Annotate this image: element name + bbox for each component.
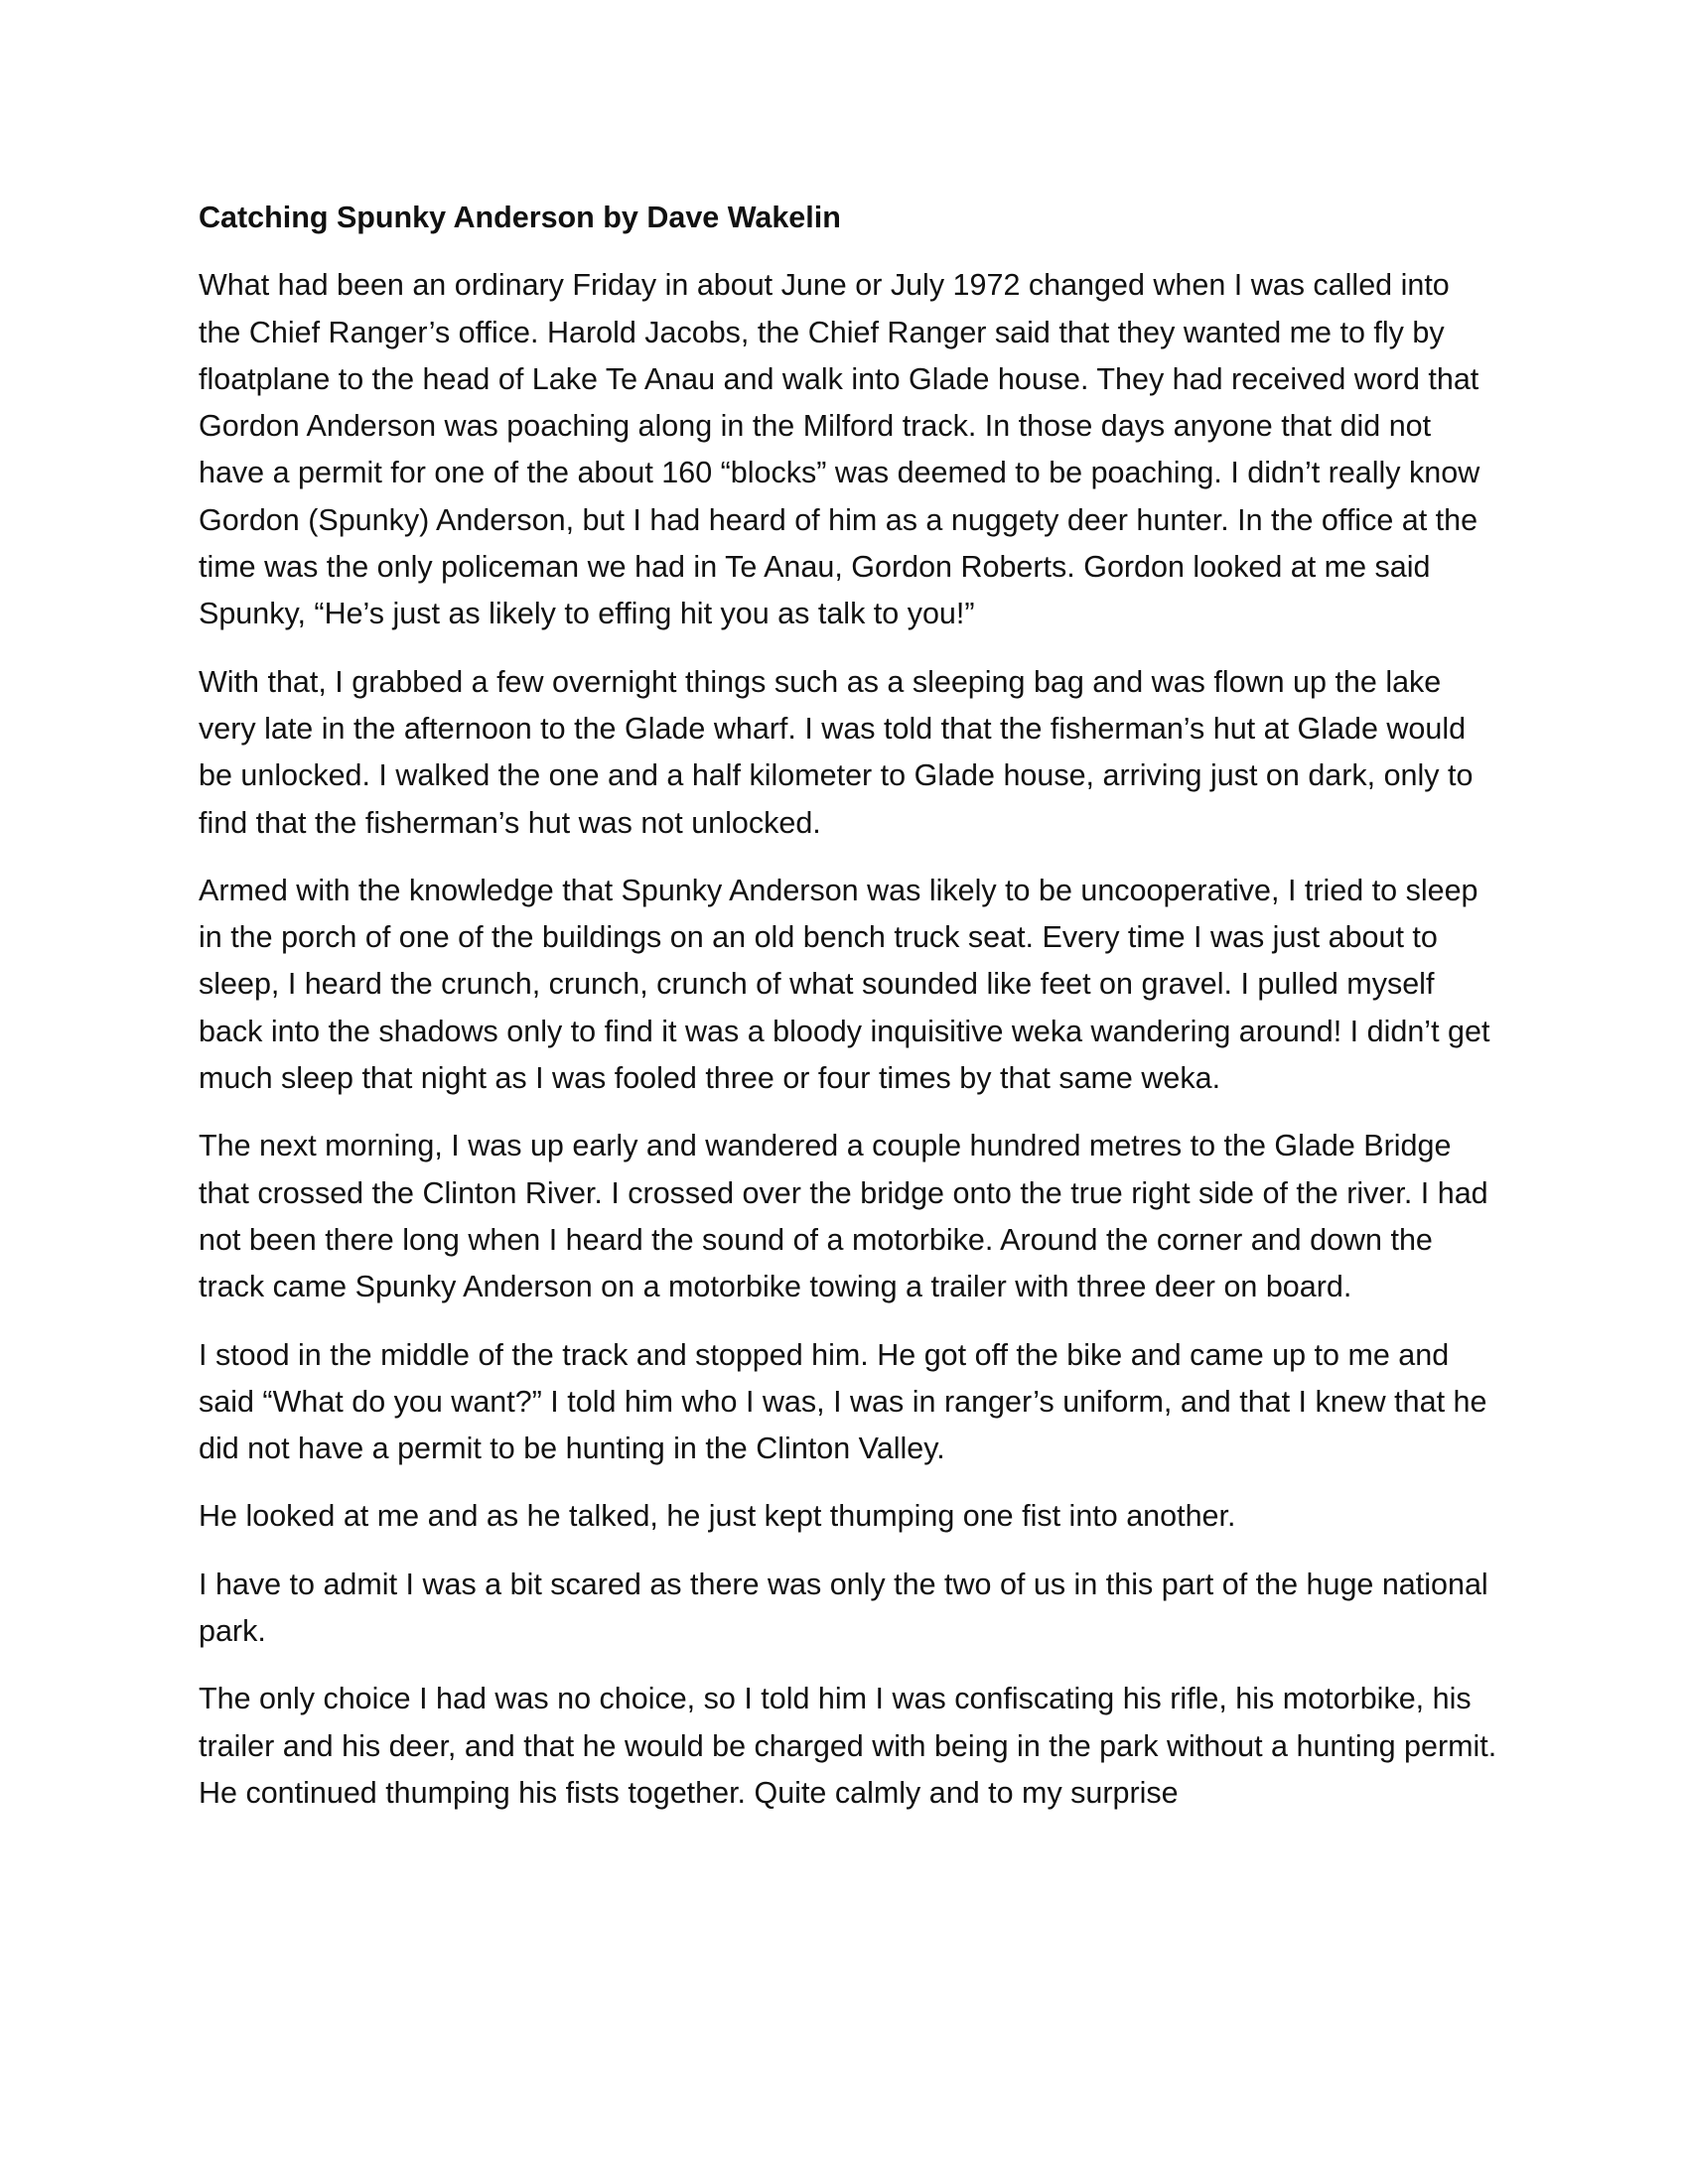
document-body [199, 195, 1499, 1838]
paragraph-8: The only choice I had was no choice, so I told him I was confiscating his rifle, his motorbike, his trailer and his deer, and that he would be charged with being in the park without a hunting permit. He continued thumping his fists together. Quite calmly and to my surprise [199, 1682, 1497, 1810]
paragraph-3: Armed with the knowledge that Spunky Anderson was likely to be uncooperative, I tried to sleep in the porch of one of the buildings on an old bench truck seat. Every time I was just about to sleep, I heard the crunch, crunch, crunch of what sounded like feet on gravel. I pulled myself back into the shadows only to find it was a bloody inquisitive weka wandering around! I didn’t get much sleep that night as I was fooled three or four times by that same weka. [199, 873, 1490, 1096]
document-title: Catching Spunky Anderson by Dave Wakelin [199, 201, 841, 234]
paragraph-2: With that, I grabbed a few overnight things such as a sleeping bag and was flown up the lake very late in the afternoon to the Glade wharf. I was told that the fisherman’s hut at Glade would be unlocked. I walked the one and a half kilometer to Glade house, arriving just on dark, only to find that the fisherman’s hut was not unlocked. [199, 664, 1474, 840]
paragraph-7: I have to admit I was a bit scared as there was only the two of us in this part of the huge national park. [199, 1567, 1488, 1649]
paragraph-5: I stood in the middle of the track and stopped him. He got off the bike and came up to me and said “What do you want?” I told him who I was, I was in ranger’s uniform, and that I knew that he did not have a permit to be hunting in the Clinton Valley. [199, 1337, 1487, 1466]
paragraph-6: He looked at me and as he talked, he just kept thumping one fist into another. [199, 1499, 1236, 1534]
paragraph-4: The next morning, I was up early and wandered a couple hundred metres to the Glade Bridge that crossed the Clinton River. I crossed over the bridge onto the true right side of the river. I had not been there long when I heard the sound of a motorbike. Around the corner and down the track came Spunky Anderson on a motorbike towing a trailer with three deer on board. [199, 1129, 1488, 1304]
paragraph-1: What had been an ordinary Friday in about June or July 1972 changed when I was called into the Chief Ranger’s office. Harold Jacobs, the Chief Ranger said that they wanted me to fly by floatplane to the head of Lake Te Anau and walk into Glade house. They had received word that Gordon Anderson was poaching along in the Milford track. In those days anyone that did not have a permit for one of the about 160 “blocks” was deemed to be poaching. I didn’t really know Gordon (Spunky) Anderson, but I had heard of him as a nuggety deer hunter. In the office at the time was the only policeman we had in Te Anau, Gordon Roberts. Gordon looked at me said Spunky, “He’s just as likely to effing hit you as talk to you!” [199, 268, 1480, 631]
